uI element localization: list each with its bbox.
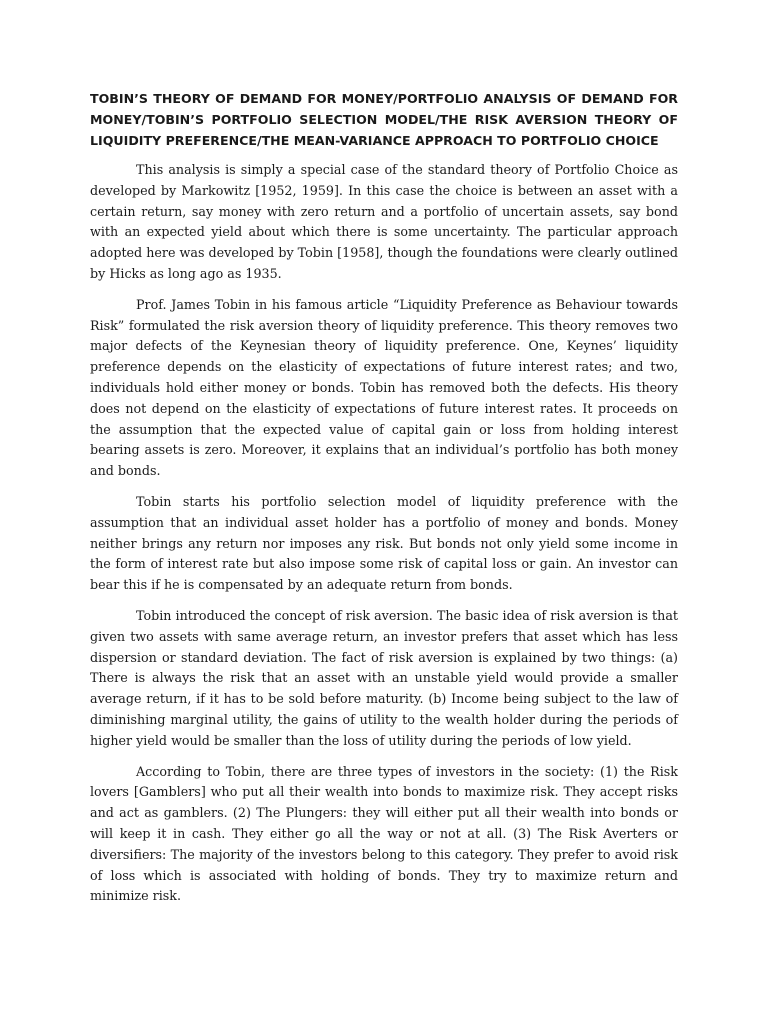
paragraph-risk-aversion: Tobin introduced the concept of risk aversion. The basic idea of risk aversion is that given two assets with same average return, an investor prefers that asset which has less dispersion or standard deviation. The fact of risk aversion is explained by two things: (a) There is always the risk that an asset with an unstable yield would provide a smaller average return, if it has to be sold before maturity. (b) Income being subject to the law of diminishing marginal utility, the gains of utility to the wealth holder during the periods of higher yield would be smaller than the loss of utility during the periods of low yield. — [90, 607, 678, 748]
document-title: TOBIN’S THEORY OF DEMAND FOR MONEY/PORTFOLIO ANALYSIS OF DEMAND FOR MONEY/TOBIN’S PORTFOLIO SELECTION MODEL/THE RISK AVERSION THEORY OF LIQUIDITY PREFERENCE/THE MEAN-VARIANCE APPROACH TO PORTFOLIO CHOICE — [90, 91, 678, 148]
paragraph-portfolio-choice: This analysis is simply a special case of the standard theory of Portfolio Choice as developed by Markowitz [1952, 1959]. In this case the choice is between an asset with a certain return, say money with zero return and a portfolio of uncertain assets, say bond with an expected yield about which there is some uncertainty. The particular approach adopted here was developed by Tobin [1958], though the foundations were clearly outlined by Hicks as long ago as 1935. — [90, 162, 678, 281]
paragraph-investor-types: According to Tobin, there are three types of investors in the society: (1) the Risk lovers [Gamblers] who put all their wealth into bonds to maximize risk. They accept risks and act as gamblers. (2) The Plungers: they will either put all their wealth into bonds or will keep it in cash. They either go all the way or not at all. (3) The Risk Averters or diversifiers: The majority of the investors belong to this category. They prefer to avoid risk of loss which is associated with holding of bonds. They try to maximize return and minimize risk. — [90, 763, 678, 904]
paragraph-portfolio-selection: Tobin starts his portfolio selection model of liquidity preference with the assumption that an individual asset holder has a portfolio of money and bonds. Money neither brings any return nor imposes any risk. But bonds not only yield some income in the form of interest rate but also impose some risk of capital loss or gain. An investor can bear this if he is compensated by an adequate return from bonds. — [90, 493, 678, 593]
document-page — [90, 88, 678, 917]
paragraph-tobin-article: Prof. James Tobin in his famous article “Liquidity Preference as Behaviour towards Risk” formulated the risk aversion theory of liquidity preference. This theory removes two major defects of the Keynesian theory of liquidity preference. One, Keynes’ liquidity preference depends on the elasticity of expectations of future interest rates; and two, individuals hold either money or bonds. Tobin has removed both the defects. His theory does not depend on the elasticity of expectations of future interest rates. It proceeds on the assumption that the expected value of capital gain or loss from holding interest bearing assets is zero. Moreover, it explains that an individual’s portfolio has both money and bonds. — [90, 296, 678, 479]
